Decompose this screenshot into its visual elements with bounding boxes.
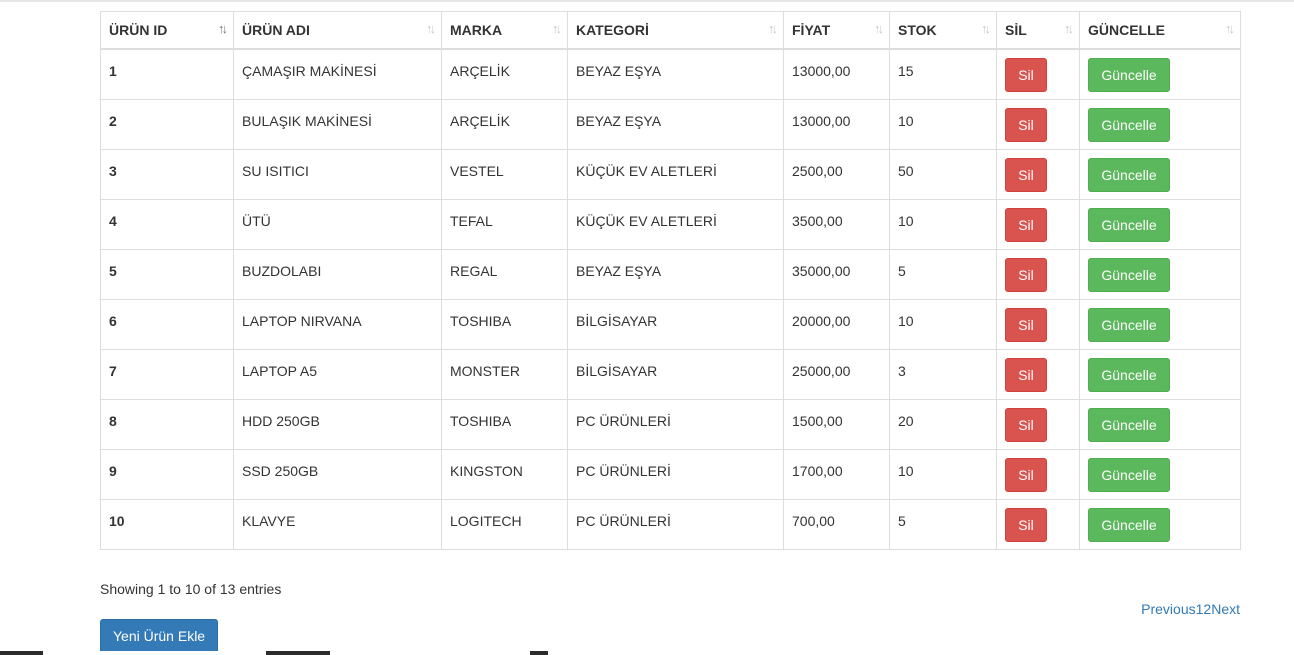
bottom-bar bbox=[0, 651, 1294, 655]
cell-id: 8 bbox=[101, 399, 234, 449]
cell-id: 4 bbox=[101, 199, 234, 249]
column-header-brand[interactable] bbox=[442, 12, 568, 50]
delete-button[interactable]: Sil bbox=[1005, 258, 1047, 292]
cell-product-name: HDD 250GB bbox=[234, 399, 442, 449]
column-header-label: SİL bbox=[1005, 22, 1027, 38]
cell-update bbox=[1080, 99, 1241, 149]
cell-id: 9 bbox=[101, 449, 234, 499]
column-header-price[interactable] bbox=[784, 12, 890, 50]
sort-icon[interactable]: ↑↓ bbox=[552, 21, 559, 36]
cell-price: 3500,00 bbox=[784, 199, 890, 249]
column-header-category[interactable] bbox=[568, 12, 784, 50]
update-button[interactable]: Güncelle bbox=[1088, 208, 1170, 242]
table-row bbox=[101, 399, 1241, 449]
products-table bbox=[100, 11, 1241, 550]
cell-id: 2 bbox=[101, 99, 234, 149]
cell-brand: KINGSTON bbox=[442, 449, 568, 499]
cell-brand: REGAL bbox=[442, 249, 568, 299]
update-button[interactable]: Güncelle bbox=[1088, 458, 1170, 492]
cell-product-name: BULAŞIK MAKİNESİ bbox=[234, 99, 442, 149]
update-button[interactable]: Güncelle bbox=[1088, 308, 1170, 342]
update-button[interactable]: Güncelle bbox=[1088, 508, 1170, 542]
cell-product-name: LAPTOP NIRVANA bbox=[234, 299, 442, 349]
column-header-label: MARKA bbox=[450, 22, 503, 38]
sort-icon[interactable]: ↑↓ bbox=[768, 21, 775, 36]
delete-button[interactable]: Sil bbox=[1005, 458, 1047, 492]
delete-button[interactable]: Sil bbox=[1005, 108, 1047, 142]
cell-price: 13000,00 bbox=[784, 99, 890, 149]
sort-icon[interactable]: ↑↓ bbox=[874, 21, 881, 36]
cell-id: 7 bbox=[101, 349, 234, 399]
column-header-id[interactable] bbox=[101, 12, 234, 50]
cell-price: 13000,00 bbox=[784, 49, 890, 99]
cell-product-name: BUZDOLABI bbox=[234, 249, 442, 299]
delete-button[interactable]: Sil bbox=[1005, 408, 1047, 442]
table-row bbox=[101, 299, 1241, 349]
table-row bbox=[101, 49, 1241, 99]
cell-category: BEYAZ EŞYA bbox=[568, 99, 784, 149]
cell-update bbox=[1080, 449, 1241, 499]
table-row bbox=[101, 249, 1241, 299]
cell-update bbox=[1080, 49, 1241, 99]
top-divider bbox=[0, 0, 1294, 2]
table-row bbox=[101, 349, 1241, 399]
cell-brand: LOGITECH bbox=[442, 499, 568, 549]
bottom-bar-gap bbox=[330, 651, 530, 655]
cell-category: BEYAZ EŞYA bbox=[568, 249, 784, 299]
cell-price: 1700,00 bbox=[784, 449, 890, 499]
cell-delete bbox=[997, 49, 1080, 99]
cell-delete bbox=[997, 199, 1080, 249]
cell-delete bbox=[997, 99, 1080, 149]
update-button[interactable]: Güncelle bbox=[1088, 108, 1170, 142]
pagination-page-1[interactable]: 1 bbox=[1195, 601, 1204, 617]
delete-button[interactable]: Sil bbox=[1005, 508, 1047, 542]
delete-button[interactable]: Sil bbox=[1005, 358, 1047, 392]
delete-button[interactable]: Sil bbox=[1005, 158, 1047, 192]
table-row bbox=[101, 149, 1241, 199]
column-header-label: KATEGORİ bbox=[576, 22, 649, 38]
table-row bbox=[101, 499, 1241, 549]
cell-update bbox=[1080, 349, 1241, 399]
delete-button[interactable]: Sil bbox=[1005, 58, 1047, 92]
cell-product-name: SU ISITICI bbox=[234, 149, 442, 199]
cell-stock: 10 bbox=[890, 199, 997, 249]
cell-stock: 3 bbox=[890, 349, 997, 399]
cell-brand: TOSHIBA bbox=[442, 399, 568, 449]
cell-delete bbox=[997, 449, 1080, 499]
column-header-delete[interactable] bbox=[997, 12, 1080, 50]
cell-stock: 20 bbox=[890, 399, 997, 449]
cell-brand: VESTEL bbox=[442, 149, 568, 199]
table-row bbox=[101, 199, 1241, 249]
cell-update bbox=[1080, 249, 1241, 299]
update-button[interactable]: Güncelle bbox=[1088, 358, 1170, 392]
cell-brand: TEFAL bbox=[442, 199, 568, 249]
table-row bbox=[101, 99, 1241, 149]
cell-brand: ARÇELİK bbox=[442, 49, 568, 99]
cell-id: 5 bbox=[101, 249, 234, 299]
cell-stock: 10 bbox=[890, 299, 997, 349]
cell-category: KÜÇÜK EV ALETLERİ bbox=[568, 149, 784, 199]
cell-stock: 10 bbox=[890, 449, 997, 499]
cell-update bbox=[1080, 149, 1241, 199]
cell-product-name: KLAVYE bbox=[234, 499, 442, 549]
cell-category: PC ÜRÜNLERİ bbox=[568, 449, 784, 499]
cell-brand: ARÇELİK bbox=[442, 99, 568, 149]
delete-button[interactable]: Sil bbox=[1005, 308, 1047, 342]
cell-category: BİLGİSAYAR bbox=[568, 349, 784, 399]
pagination-previous[interactable]: Previous bbox=[1141, 601, 1196, 617]
cell-update bbox=[1080, 199, 1241, 249]
cell-delete bbox=[997, 149, 1080, 199]
sort-asc-icon[interactable]: ↑↓ bbox=[218, 21, 225, 36]
cell-price: 25000,00 bbox=[784, 349, 890, 399]
bottom-bar-gap bbox=[548, 651, 1294, 655]
cell-product-name: ÇAMAŞIR MAKİNESİ bbox=[234, 49, 442, 99]
pagination bbox=[1141, 601, 1240, 617]
cell-stock: 5 bbox=[890, 249, 997, 299]
table-header-row bbox=[101, 12, 1241, 50]
column-header-label: GÜNCELLE bbox=[1088, 22, 1165, 38]
update-button[interactable]: Güncelle bbox=[1088, 158, 1170, 192]
cell-category: BEYAZ EŞYA bbox=[568, 49, 784, 99]
cell-id: 3 bbox=[101, 149, 234, 199]
cell-category: BİLGİSAYAR bbox=[568, 299, 784, 349]
column-header-update[interactable] bbox=[1080, 12, 1241, 50]
sort-icon[interactable]: ↑↓ bbox=[426, 21, 433, 36]
cell-update bbox=[1080, 299, 1241, 349]
cell-delete bbox=[997, 399, 1080, 449]
delete-button[interactable]: Sil bbox=[1005, 208, 1047, 242]
column-header-label: ÜRÜN ADI bbox=[242, 22, 310, 38]
cell-delete bbox=[997, 349, 1080, 399]
cell-price: 1500,00 bbox=[784, 399, 890, 449]
column-header-label: ÜRÜN ID bbox=[109, 22, 168, 38]
cell-category: PC ÜRÜNLERİ bbox=[568, 399, 784, 449]
sort-icon[interactable]: ↑↓ bbox=[981, 21, 988, 36]
cell-category: KÜÇÜK EV ALETLERİ bbox=[568, 199, 784, 249]
cell-price: 700,00 bbox=[784, 499, 890, 549]
update-button[interactable]: Güncelle bbox=[1088, 58, 1170, 92]
sort-icon[interactable]: ↑↓ bbox=[1225, 21, 1232, 36]
cell-stock: 50 bbox=[890, 149, 997, 199]
update-button[interactable]: Güncelle bbox=[1088, 408, 1170, 442]
table-row bbox=[101, 449, 1241, 499]
pagination-page-2[interactable]: 2 bbox=[1203, 601, 1212, 617]
column-header-label: FİYAT bbox=[792, 22, 831, 38]
cell-category: PC ÜRÜNLERİ bbox=[568, 499, 784, 549]
cell-delete bbox=[997, 299, 1080, 349]
cell-product-name: ÜTÜ bbox=[234, 199, 442, 249]
cell-id: 6 bbox=[101, 299, 234, 349]
cell-product-name: SSD 250GB bbox=[234, 449, 442, 499]
cell-id: 1 bbox=[101, 49, 234, 99]
cell-stock: 5 bbox=[890, 499, 997, 549]
cell-delete bbox=[997, 499, 1080, 549]
cell-id: 10 bbox=[101, 499, 234, 549]
cell-update bbox=[1080, 499, 1241, 549]
cell-delete bbox=[997, 249, 1080, 299]
pagination-next[interactable]: Next bbox=[1211, 601, 1240, 617]
column-header-stock[interactable] bbox=[890, 12, 997, 50]
entries-info: Showing 1 to 10 of 13 entries bbox=[100, 581, 282, 597]
cell-product-name: LAPTOP A5 bbox=[234, 349, 442, 399]
cell-brand: TOSHIBA bbox=[442, 299, 568, 349]
cell-brand: MONSTER bbox=[442, 349, 568, 399]
column-header-label: STOK bbox=[898, 22, 937, 38]
cell-price: 20000,00 bbox=[784, 299, 890, 349]
column-header-name[interactable] bbox=[234, 12, 442, 50]
cell-update bbox=[1080, 399, 1241, 449]
cell-price: 2500,00 bbox=[784, 149, 890, 199]
cell-stock: 15 bbox=[890, 49, 997, 99]
cell-price: 35000,00 bbox=[784, 249, 890, 299]
sort-icon[interactable]: ↑↓ bbox=[1064, 21, 1071, 36]
cell-stock: 10 bbox=[890, 99, 997, 149]
add-product-button[interactable]: Yeni Ürün Ekle bbox=[100, 619, 218, 653]
update-button[interactable]: Güncelle bbox=[1088, 258, 1170, 292]
bottom-bar-gap bbox=[43, 651, 266, 655]
